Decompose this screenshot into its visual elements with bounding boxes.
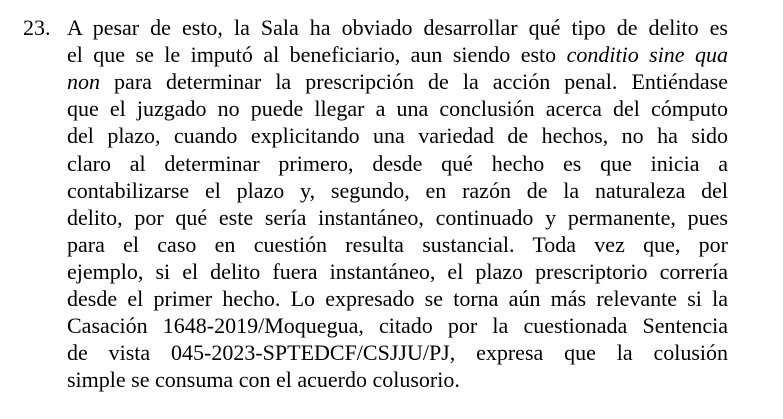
text-segment: del plazo, cuando explicitando una variedad de hechos, no ha sido (67, 123, 728, 149)
italic-term: conditio sine qua (566, 42, 728, 68)
text-segment: que el juzgado no puede llegar a una conclusión acerca del cómputo (67, 96, 728, 122)
text-segment: ejemplo, si el delito fuera instantáneo, el plazo prescriptorio correría (67, 258, 728, 284)
text-segment: delito, por qué este sería instantáneo, continuado y permanente, pues (67, 204, 728, 230)
italic-term: non (67, 69, 100, 95)
text-segment: para el caso en cuestión resulta sustancial. Toda vez que, por (67, 231, 728, 257)
text-segment: Casación 1648-2019/Moquegua, citado por la cuestionada Sentencia (67, 313, 728, 339)
text-segment: de vista 045-2023-SPTEDCF/CSJJU/PJ, expresa que la colusión (67, 340, 728, 366)
text-segment: A pesar de esto, la Sala ha obviado desarrollar qué tipo de delito es (67, 15, 728, 40)
text-segment: contabilizarse el plazo y, segundo, en razón de la naturaleza del (67, 177, 728, 203)
text-line (67, 364, 728, 396)
text-segment: para determinar la prescripción de la acción penal. Entiéndase (100, 69, 728, 95)
text-segment: el que se le imputó al beneficiario, aun siendo esto (67, 42, 567, 68)
text-segment: desde el primer hecho. Lo expresado se torna aún más relevante si la (67, 286, 728, 311)
text-segment: simple se consuma con el acuerdo colusorio. (67, 367, 460, 393)
text-segment: claro al determinar primero, desde qué hecho es que inicia a (67, 150, 728, 176)
paragraph-number: 23. (23, 15, 51, 40)
